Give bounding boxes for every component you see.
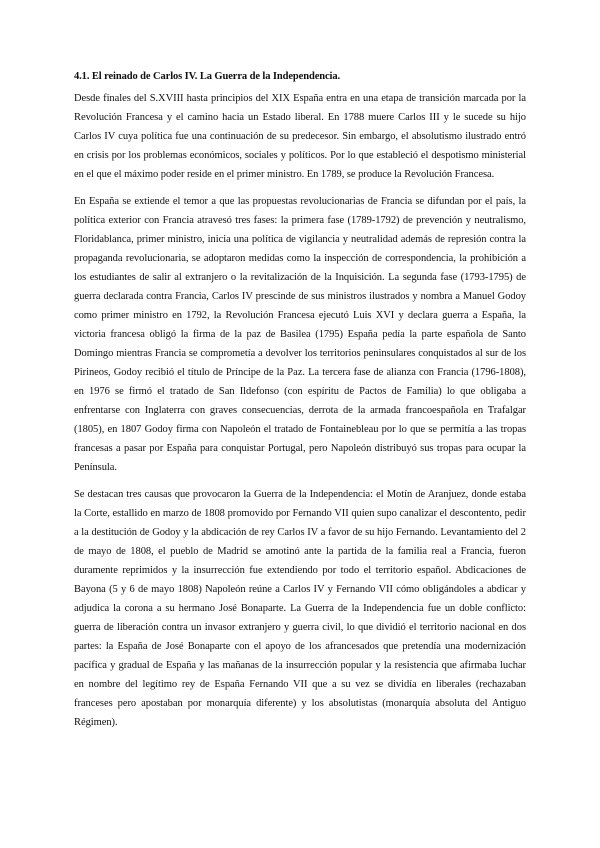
document-body — [74, 68, 526, 740]
paragraph-2: En España se extiende el temor a que las propuestas revolucionarias de Francia se difundan por el país, la política exterior con Francia atravesó tres fases: la primera fase (1789-1792) de prevención y neutralismo, Floridablanca, primer ministro, inicia una política de vigilancia y neutralidad además de represión contra la propaganda revolucionaria, se adoptaron medidas como la inspección de correspondencia, la prohibición a los estudiantes de salir al extranjero o la revitalización de la Inquisición. La segunda fase (1793-1795) de guerra declarada contra Francia, Carlos IV prescinde de sus ministros ilustrados y nombra a Manuel Godoy como primer ministro en 1792, la Revolución Francesa ejecutó Luis XVI y declara guerra a España, la victoria francesa obligó la firma de la paz de Basilea (1795) España pedía la parte española de Santo Domingo mientras Francia se comprometía a devolver los territorios peninsulares conquistados al sur de los Pirineos, Godoy recibió el título de Príncipe de la Paz. La tercera fase de alianza con Francia (1796-1808), en 1976 se firmó el tratado de San Ildefonso (con espíritu de Pactos de Familia) lo que obligaba a enfrentarse con Inglaterra con graves consecuencias, derrota de la armada francoespañola en Trafalgar (1805), en 1807 Godoy firma con Napoleón el tratado de Fontainebleau por lo que se permitía a las tropas francesas a pasar por España para conquistar Portugal, pero Napoleón distribuyó sus tropas para ocupar la Península. — [74, 196, 526, 473]
paragraph-3: Se destacan tres causas que provocaron la Guerra de la Independencia: el Motín de Aranjuez, donde estaba la Corte, estallido en marzo de 1808 promovido por Fernando VII quien supo canalizar el descontento, pedir a la destitución de Godoy y la abdicación de rey Carlos IV a favor de su hijo Fernando. Levantamiento del 2 de mayo de 1808, el pueblo de Madrid se amotinó ante la partida de la familia real a Francia, fueron duramente reprimidos y la insurrección fue extendiendo por todo el territorio español. Abdicaciones de Bayona (5 y 6 de mayo 1808) Napoleón reúne a Carlos IV y Fernando VII cómo obligándoles a abdicar y adjudica la corona a su hermano José Bonaparte. La Guerra de la Independencia fue un doble conflicto: guerra de liberación contra un invasor extranjero y guerra civil, lo que dividió el territorio nacional en dos partes: la España de José Bonaparte con el apoyo de los afrancesados que pretendía una modernización pacífica y gradual de España y las mañanas de la insurrección popular y la resistencia que afirmaba luchar en nombre del legítimo rey de España Fernando VII que a su vez se dividía en liberales (rechazaban franceses pero apostaban por monarquía diferente) y los absolutistas (monarquía absoluta del Antiguo Régimen). — [74, 489, 526, 728]
paragraph-1: Desde finales del S.XVIII hasta principios del XIX España entra en una etapa de transición marcada por la Revolución Francesa y el camino hacia un Estado liberal. En 1788 muere Carlos III y le sucede su hijo Carlos IV cuya política fue una continuación de su predecesor. Sin embargo, el absolutismo ilustrado entró en crisis por los problemas económicos, sociales y políticos. Por lo que estableció el despotismo ministerial en el que el máximo poder reside en el primer ministro. En 1789, se produce la Revolución Francesa. — [74, 93, 526, 180]
section-heading: 4.1. El reinado de Carlos IV. La Guerra de la Independencia. — [74, 71, 341, 82]
